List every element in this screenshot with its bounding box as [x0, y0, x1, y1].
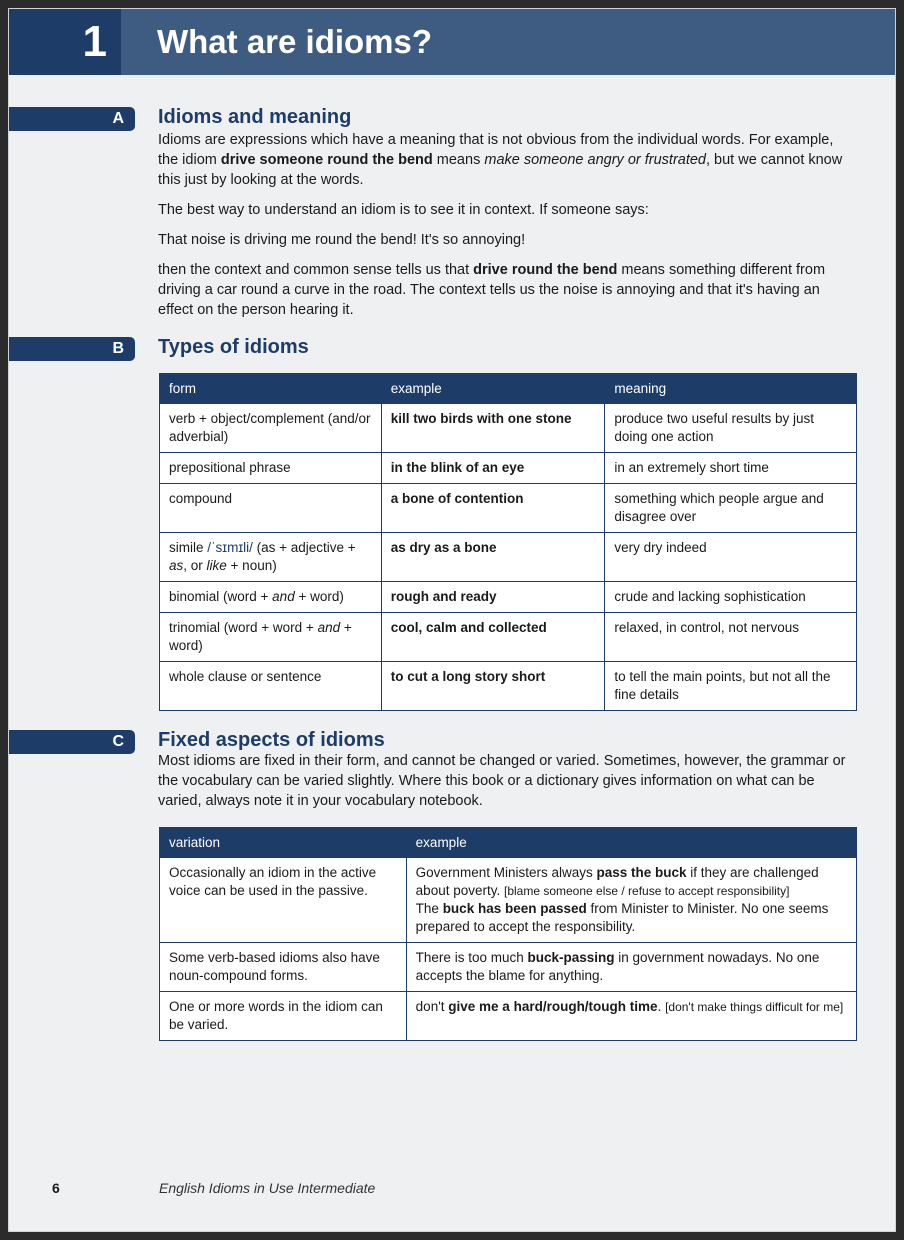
table-row: Some verb-based idioms also have noun-compound forms. There is too much buck-passing in government nowadays. No one accepts the blame for anything.: [160, 943, 857, 992]
section-a-tab: A: [9, 107, 135, 131]
section-b-heading: Types of idioms: [158, 336, 309, 358]
table-row: compound a bone of contention something which people argue and disagree over: [160, 484, 857, 533]
section-a-example-quote: That noise is driving me round the bend! It's so annoying!: [158, 232, 526, 248]
unit-title-bar: [9, 9, 896, 75]
header-form: form: [160, 374, 382, 404]
section-a-paragraph-1: Idioms are expressions which have a meaning that is not obvious from the individual words. For example, the idiom drive someone round the bend means make someone angry or frustrated, but we cannot know this just by looking at the words.: [158, 132, 843, 188]
section-c-intro: Most idioms are fixed in their form, and cannot be changed or varied. Sometimes, however, the grammar or the vocabulary can be varied slightly. Where this book or a dictionary gives information on what can be varied, always note it in your vocabulary notebook.: [158, 753, 846, 809]
table-row: prepositional phrase in the blink of an eye in an extremely short time: [160, 453, 857, 484]
table-row: simile /ˈsɪmɪli/ (as + adjective + as, or like + noun) as dry as a bone very dry indeed: [160, 533, 857, 582]
section-c-heading: Fixed aspects of idioms: [158, 729, 385, 751]
section-a-heading: Idioms and meaning: [158, 106, 352, 128]
section-a-text: [158, 130, 848, 330]
types-of-idioms-table: [159, 373, 857, 711]
book-title: English Idioms in Use Intermediate: [159, 1180, 376, 1196]
section-a-paragraph-2: The best way to understand an idiom is to see it in context. If someone says:: [158, 202, 649, 218]
section-c-tab: C: [9, 730, 135, 754]
header-meaning: meaning: [605, 374, 857, 404]
table-header-row: [160, 374, 857, 404]
fixed-aspects-table: [159, 827, 857, 1041]
table-row: binomial (word + and + word) rough and ready crude and lacking sophistication: [160, 582, 857, 613]
book-page: [8, 8, 896, 1232]
table-header-row: [160, 828, 857, 858]
header-example: example: [406, 828, 856, 858]
header-variation: variation: [160, 828, 407, 858]
table-row: verb + object/complement (and/or adverbial) kill two birds with one stone produce two useful results by just doing one action: [160, 404, 857, 453]
table-row: Occasionally an idiom in the active voice can be used in the passive. Government Ministers always pass the buck if they are challenged about poverty. [blame someone else / refuse to accept responsibility] The buck has been passed from Minister to Minister. No one seems prepared to accept the responsibility.: [160, 858, 857, 943]
table-row: One or more words in the idiom can be varied. don't give me a hard/rough/tough time. [don't make things difficult for me]: [160, 992, 857, 1041]
table-row: trinomial (word + word + and + word) cool, calm and collected relaxed, in control, not nervous: [160, 613, 857, 662]
table-row: whole clause or sentence to cut a long story short to tell the main points, but not all the fine details: [160, 662, 857, 711]
header-example: example: [381, 374, 605, 404]
section-a-paragraph-3: then the context and common sense tells us that drive round the bend means something different from driving a car round a curve in the road. The context tells us the noise is annoying and that it's having an effect on the person hearing it.: [158, 262, 826, 318]
section-b-tab: B: [9, 337, 135, 361]
unit-number: 1: [9, 9, 121, 75]
unit-title: What are idioms?: [157, 23, 433, 60]
page-number: 6: [52, 1180, 60, 1196]
